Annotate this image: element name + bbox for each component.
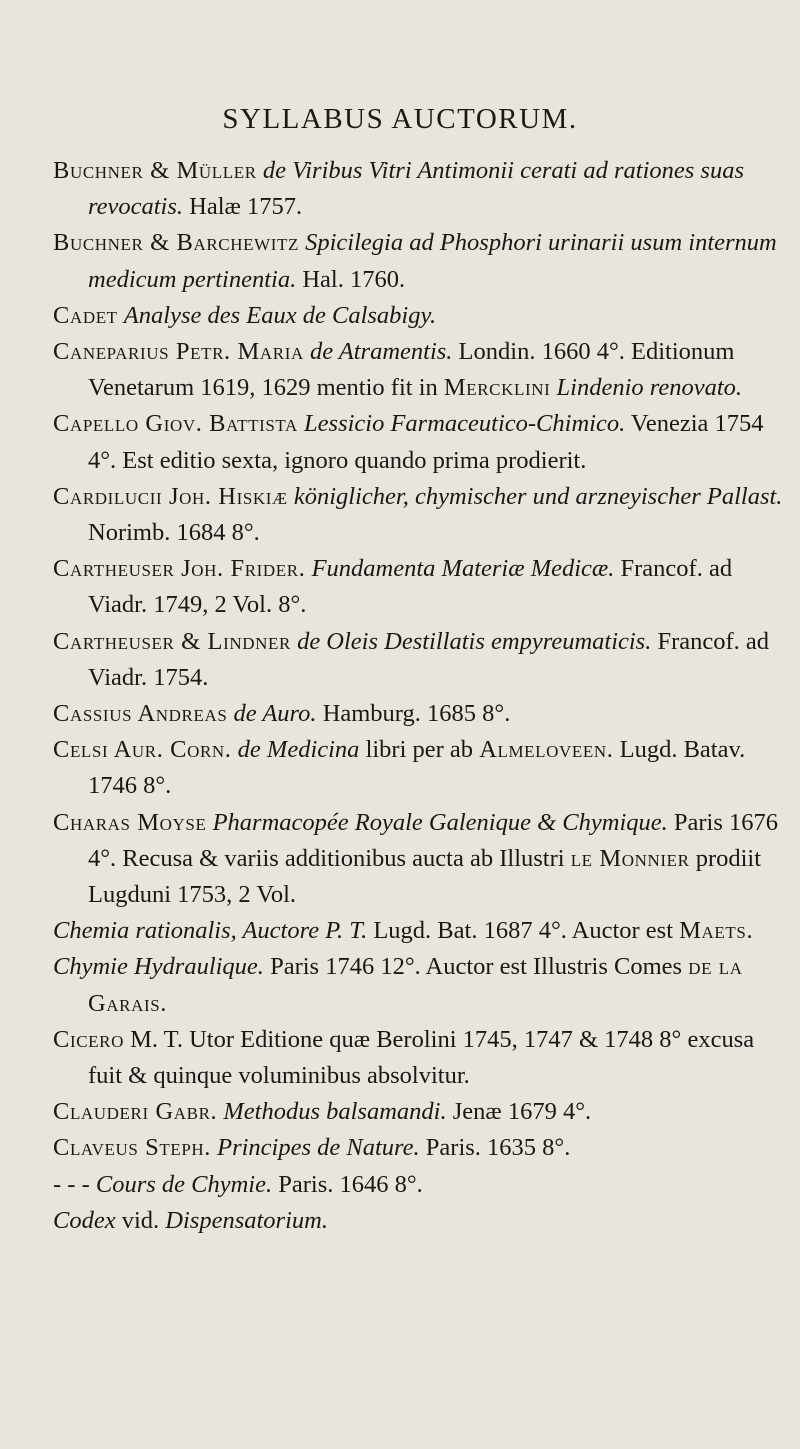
entry-details: Paris. 1635 8°. (425, 1134, 571, 1162)
entry-title: Methodus balsamandi. (223, 1098, 447, 1126)
entry-details: Londin. 1660 4°. Editionum Venetarum 1619, 1629 mentio fit in (88, 338, 735, 402)
entry-details: Norimb. 1684 8°. (88, 519, 260, 547)
entry-details: Lugd. Bat. 1687 4°. Auctor est (373, 917, 674, 945)
list-item (53, 1167, 783, 1203)
entry-cited-author: le Monnier (570, 844, 690, 872)
entry-details: M. T. Utor Editione quæ Berolini 1745, 1747 & 1748 8° excusa fuit & quinque voluminibus absolvitur. (88, 1025, 755, 1090)
entry-author: Cardilucii Joh. Hiskiæ (53, 482, 288, 510)
entry-details-2: prodiit Lugduni 1753, 2 Vol. (88, 844, 762, 909)
entry-details: Paris. 1646 8°. (278, 1170, 423, 1198)
list-item (53, 913, 783, 949)
entry-author: Cartheuser Joh. Frider. (53, 555, 306, 583)
list-item (53, 479, 783, 551)
entry-title: Fundamenta Materiæ Medicæ. (311, 555, 615, 583)
entry-details: libri per ab (365, 736, 474, 764)
entry-details: vid. (121, 1206, 160, 1234)
entry-title: Lessicio Farmaceutico-Chimico. (304, 410, 626, 438)
entry-title: de Atramentis. (309, 338, 453, 366)
entry-author: Caneparius Petr. Maria (53, 338, 304, 366)
entry-author: Cadet (53, 301, 118, 329)
page-title: SYLLABUS AUCTORUM. (222, 103, 578, 135)
list-item (53, 624, 783, 696)
entry-details: Hal. 1760. (302, 265, 406, 293)
entry-details: Hamburg. 1685 8°. (322, 700, 511, 728)
entry-details: Halæ 1757. (189, 193, 303, 221)
list-item (53, 1022, 783, 1094)
entry-author: Claveus Steph. (53, 1134, 211, 1162)
list-item (53, 1203, 783, 1239)
entry-title: Spicilegia ad Phosphori urinarii usum internum medicum pertinentia. (88, 229, 777, 293)
entry-title: Cours de Chymie. (95, 1170, 273, 1198)
entry-title: Principes de Nature. (217, 1134, 420, 1162)
list-item (53, 153, 783, 225)
list-item (53, 298, 783, 334)
list-item (53, 696, 783, 732)
entry-author: Celsi Aur. Corn. (53, 736, 232, 764)
author-list (53, 153, 783, 1239)
list-item (53, 334, 783, 406)
entry-cited-author: Maets. (679, 917, 754, 945)
entry-details: Venezia 1754 4°. Est editio sexta, ignoro quando prima prodierit. (88, 410, 764, 474)
entry-details: Francof. ad Viadr. 1754. (88, 627, 770, 691)
entry-author: Cassius Andreas (53, 700, 228, 728)
entry-title: Pharmacopée Royale Galenique & Chymique. (212, 808, 668, 836)
list-item (53, 1130, 783, 1166)
entry-author: Clauderi Gabr. (53, 1098, 218, 1126)
list-item (53, 406, 783, 478)
entry-title: de Viribus Vitri Antimonii cerati ad rationes suas revocatis. (88, 157, 744, 221)
entry-author: Capello Giov. Battista (53, 410, 298, 438)
list-item (53, 1094, 783, 1130)
list-item (53, 805, 783, 914)
entry-title: Chemia rationalis, Auctore P. T. (53, 917, 368, 945)
entry-cited-author: Mercklini (443, 374, 551, 402)
entry-author: Buchner & Barchewitz (53, 229, 299, 257)
entry-title: Analyse des Eaux de Calsabigy. (123, 301, 437, 329)
list-item (53, 732, 783, 804)
entry-title: königlicher, chymischer und arzneyischer Pallast. (293, 482, 783, 510)
entry-cited-author: de la Garais. (88, 953, 743, 1017)
entry-details: Francof. ad Viadr. 1749, 2 Vol. 8°. (88, 555, 733, 619)
entry-author: Buchner & Müller (53, 157, 257, 184)
entry-title: de Medicina (237, 736, 360, 764)
entry-author: Cartheuser & Lindner (53, 627, 291, 655)
entry-title: Codex (53, 1206, 116, 1234)
list-item (53, 551, 783, 623)
entry-author: Charas Moyse (53, 808, 207, 836)
entry-title: de Oleis Destillatis empyreumaticis. (297, 627, 652, 655)
list-item (53, 949, 783, 1021)
entry-author: Cicero (53, 1025, 124, 1053)
entry-details: Paris 1676 4°. Recusa & variis additionibus aucta ab Illustri (88, 808, 779, 872)
entry-details: Paris 1746 12°. Auctor est Illustris Comes (270, 953, 683, 981)
entry-title: de Auro. (233, 700, 317, 728)
entry-cited-author: Almeloveen. (479, 736, 614, 764)
entry-details-2: Lugd. Batav. 1746 8°. (88, 736, 746, 800)
entry-ditto-mark: - - - (53, 1170, 90, 1198)
list-item (53, 225, 783, 297)
entry-title: Chymie Hydraulique. (53, 953, 264, 981)
entry-cited-title: Lindenio renovato. (556, 374, 743, 402)
entry-details: Jenæ 1679 4°. (452, 1098, 592, 1126)
entry-cited-title: Dispensatorium. (165, 1206, 328, 1234)
